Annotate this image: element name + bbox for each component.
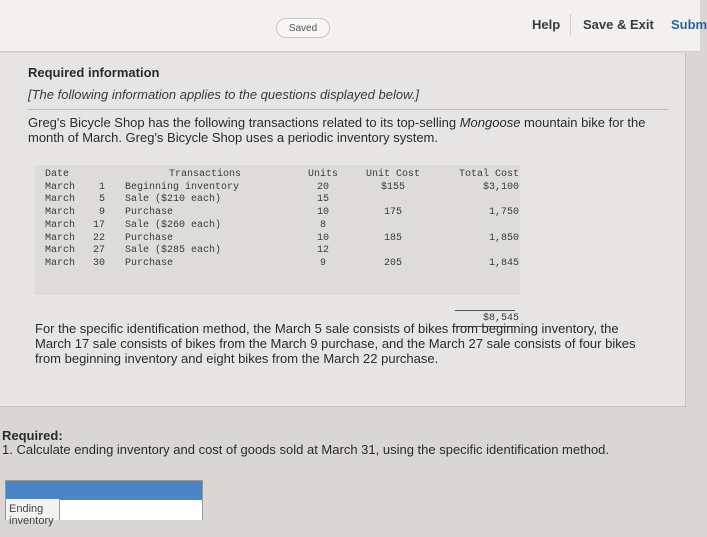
question-text: 1. Calculate ending inventory and cost of goods sold at March 31, using the specific identification method.: [2, 442, 610, 457]
header-unit-cost: Unit Cost: [365, 169, 420, 180]
ledger-units: 20: [316, 181, 329, 193]
ledger-transaction: Sale ($210 each): [125, 194, 222, 206]
ledger-day: 1: [98, 181, 105, 193]
ending-inventory-label: Ending inventory: [6, 499, 60, 520]
header-units: Units: [307, 169, 338, 180]
divider: [28, 109, 668, 110]
header-total-cost: Total Cost: [458, 169, 519, 180]
ledger-transaction: Sale ($260 each): [125, 219, 222, 231]
ledger-day: 22: [92, 232, 105, 244]
ledger-month: March: [45, 207, 76, 219]
ledger-units: 8: [319, 219, 326, 231]
required-information-panel: [0, 53, 686, 407]
answer-table: [5, 480, 203, 527]
ledger-day: 17: [92, 219, 105, 231]
header-transactions: Transactions: [169, 169, 242, 180]
ledger-month: March: [45, 245, 76, 257]
grand-total: $8,545: [482, 313, 519, 324]
ledger-units: 15: [316, 194, 329, 206]
ending-inventory-input[interactable]: [60, 499, 202, 520]
ledger-total-cost: 1,850: [488, 232, 519, 244]
intro-text: Greg's Bicycle Shop has the following transactions related to its top-selling Mongoose mountain bike for the month of March. Greg's Bicycle Shop uses a periodic inventory system.: [28, 115, 646, 145]
ledger-transaction: Purchase: [125, 232, 174, 244]
transactions-table: [35, 165, 520, 324]
ledger-month: March: [45, 181, 76, 193]
ledger-total-cost: $3,100: [482, 181, 519, 193]
ledger-transaction: Sale ($285 each): [125, 245, 222, 257]
ledger-total-cost: 1,845: [488, 257, 519, 269]
section-title: Required information: [28, 65, 160, 80]
ledger-day: 5: [98, 194, 105, 206]
ledger-unit-cost: 175: [383, 207, 402, 219]
ledger-unit-cost: 205: [383, 257, 402, 269]
info-note: [The following information applies to the questions displayed below.]: [28, 87, 419, 102]
ledger-transaction: Beginning inventory: [125, 181, 240, 193]
ledger-units: 12: [316, 245, 329, 257]
ledger-day: 30: [92, 257, 105, 269]
answer-table-header: [6, 481, 202, 499]
ledger-day: 27: [92, 245, 105, 257]
ledger-day: 9: [98, 207, 105, 219]
ledger-units: 9: [319, 257, 326, 269]
ledger-month: March: [45, 232, 76, 244]
ledger-month: March: [45, 257, 76, 269]
saved-status-badge: Saved: [276, 18, 330, 38]
ledger-units: 10: [316, 207, 329, 219]
ledger-transaction: Purchase: [125, 257, 174, 269]
top-bar: [0, 0, 707, 52]
specific-id-paragraph: For the specific identification method, the March 5 sale consists of bikes from beginning inventory, the March 17 sale consists of bikes from the March 9 purchase, and the March 27 sale consists of four bikes from beginning inventory and eight bikes from the March 22 purchase.: [35, 321, 636, 366]
ledger-transaction: Purchase: [125, 207, 174, 219]
ledger-month: March: [45, 219, 76, 231]
header-date: Date: [45, 169, 70, 180]
submit-button[interactable]: Subm: [671, 17, 707, 32]
total-underline: [455, 310, 515, 311]
ledger-month: March: [45, 194, 76, 206]
table-row: [6, 499, 202, 527]
required-label: Required:: [2, 428, 63, 443]
ledger-units: 10: [316, 232, 329, 244]
ledger-total-cost: 1,750: [488, 207, 519, 219]
save-exit-button[interactable]: Save & Exit: [583, 17, 654, 32]
divider: [570, 14, 571, 36]
ledger-unit-cost: 185: [383, 232, 402, 244]
ledger-unit-cost: $155: [380, 181, 405, 193]
help-button[interactable]: Help: [532, 17, 561, 32]
